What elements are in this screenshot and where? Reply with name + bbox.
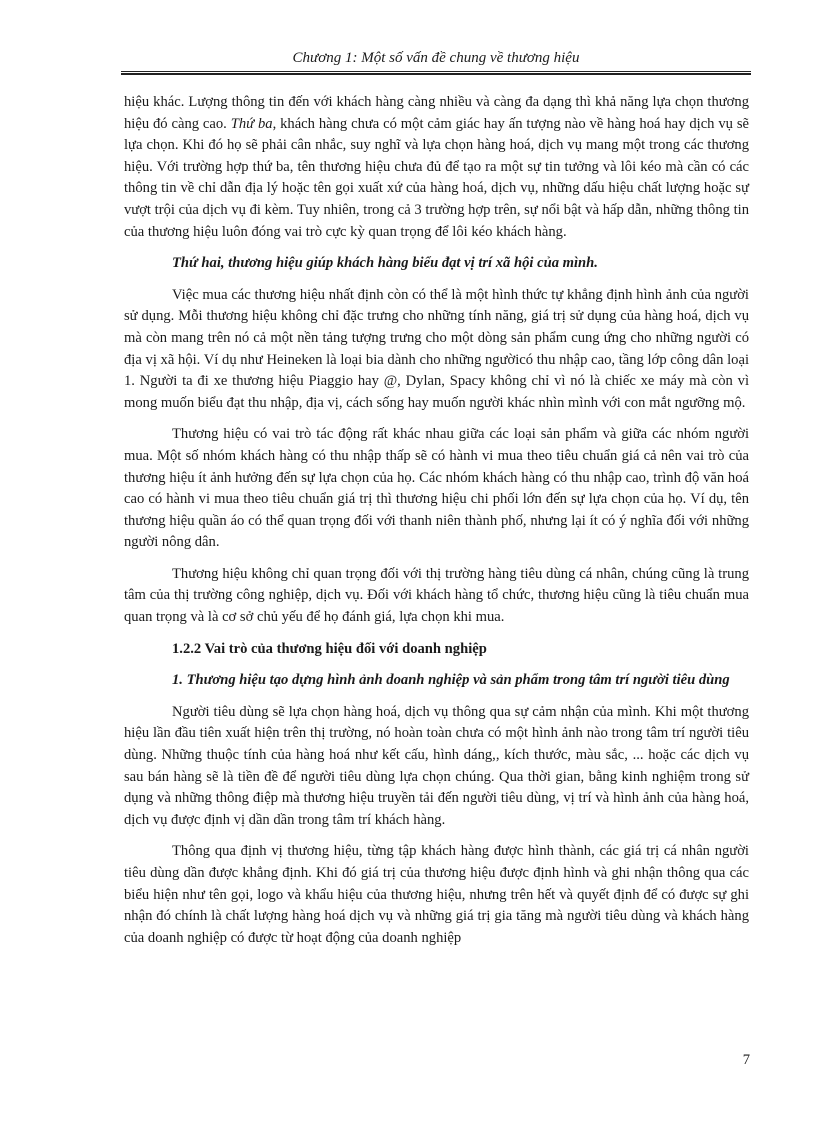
paragraph: Thương hiệu không chỉ quan trọng đối với thị trường hàng tiêu dùng cá nhân, chúng cũng là trung tâm của thị trường công nghiệp, dịch vụ. Đối với khách hàng tổ chức, thương hiệu cũng là tiêu chuẩn mua quan trọng và là cơ sở chủ yếu để họ đánh giá, lựa chọn khi mua. (124, 565, 749, 626)
chapter-header: Chương 1: Một số vấn đề chung về thương hiệu (292, 50, 580, 66)
page-number: 7 (742, 1052, 750, 1068)
paragraph: Việc mua các thương hiệu nhất định còn có thể là một hình thức tự khẳng định hình ảnh của người sử dụng. Mỗi thương hiệu không chỉ đặc trưng cho những tính năng, giá trị sử dụng của hàng hoá, dịch vụ mà còn mang trên nó cả một nền tảng tượng trưng cho một dòng sản phẩm cung ứng cho những người có địa vị xã hội. Ví dụ như Heineken là loại bia dành cho những ngườicó thu nhập cao, tầng lớp công dân loại 1. Người ta đi xe thương hiệu Piaggio hay @, Dylan, Spacy không chỉ vì nó là chiếc xe máy mà còn vì mong muốn biểu đạt thu nhập, địa vị, cách sống hay muốn người khác nhìn mình với con mắt ngưỡng mộ. (124, 286, 749, 411)
paragraph-continued: hiệu khác. Lượng thông tin đến với khách hàng càng nhiều và càng đa dạng thì khả năng lựa chọn thương hiệu đó càng cao. Thứ ba, khách hàng chưa có một cảm giác hay ấn tượng nào về hàng hoá hay dịch vụ sẽ lựa chọn. Khi đó họ sẽ phải cân nhắc, suy nghĩ và lựa chọn hàng hoá, dịch vụ mang một trong các thương hiệu. Với trường hợp thứ ba, tên thương hiệu chưa đủ để tạo ra một sự tin tưởng và lôi kéo mà cần có các thông tin về chỉ dẫn địa lý hoặc tên gọi xuất xứ của hàng hoá, dịch vụ, những dấu hiệu chất lượng hoặc sự vượt trội của dịch vụ đi kèm. Tuy nhiên, trong cả 3 trường hợp trên, sự nổi bật và hấp dẫn, những thông tin của thương hiệu luôn đóng vai trò cực kỳ quan trọng để lôi kéo khách hàng. (124, 94, 749, 240)
section-heading: 1.2.2 Vai trò của thương hiệu đối với doanh nghiệp (172, 640, 487, 657)
paragraph: Thương hiệu có vai trò tác động rất khác nhau giữa các loại sản phẩm và giữa các nhóm người mua. Một số nhóm khách hàng có thu nhập thấp sẽ có hành vi mua theo tiêu chuẩn giá cả nên vai trò của thương hiệu ít ảnh hưởng đến sự lựa chọn của họ. Các nhóm khách hàng có thu nhập cao, trình độ văn hoá cao có hành vi mua theo tiêu chuẩn giá trị thì thương hiệu chi phối lớn đến sự lựa chọn của họ. Ví dụ, tên thương hiệu quần áo có thể quan trọng đối với thanh niên thành phố, nhưng lại ít có ý nghĩa đối với những người nông dân. (124, 426, 749, 551)
subheading-second-role: Thứ hai, thương hiệu giúp khách hàng biểu đạt vị trí xã hội của mình. (172, 255, 598, 272)
paragraph: Người tiêu dùng sẽ lựa chọn hàng hoá, dịch vụ thông qua sự cảm nhận của mình. Khi một thương hiệu lần đầu tiên xuất hiện trên thị trường, nó hoàn toàn chưa có một hình ảnh nào trong tâm trí người tiêu dùng. Những thuộc tính của hàng hoá như kết cấu, hình dáng,, kích thước, màu sắc, ... hoặc các dịch vụ sau bán hàng sẽ là tiền đề để người tiêu dùng lựa chọn chúng. Qua thời gian, bằng kinh nghiệm trong sử dụng và những thông điệp mà thương hiệu truyền tải đến người tiêu dùng, vị trí và hình ảnh của hàng hoá, dịch vụ được định vị dần dần trong tâm trí khách hàng. (124, 703, 749, 828)
page-body (124, 92, 749, 949)
paragraph: Thông qua định vị thương hiệu, từng tập khách hàng được hình thành, các giá trị cá nhân người tiêu dùng dần được khẳng định. Khi đó giá trị của thương hiệu được định hình và ghi nhận thông qua các biểu hiện như tên gọi, logo và khẩu hiệu của thương hiệu, nhưng trên hết và quyết định để có được sự ghi nhận đó chính là chất lượng hàng hoá dịch vụ và những giá trị gia tăng mà người tiêu dùng và khách hàng của doanh nghiệp có được từ hoạt động của doanh nghiệp (124, 843, 749, 946)
header-rule (121, 71, 751, 72)
header-rule-thick (121, 73, 751, 75)
emphasis-thu-ba: Thứ ba (230, 115, 273, 132)
subheading-first-role: 1. Thương hiệu tạo dựng hình ảnh doanh nghiệp và sản phẩm trong tâm trí người tiêu dùng (172, 672, 730, 689)
